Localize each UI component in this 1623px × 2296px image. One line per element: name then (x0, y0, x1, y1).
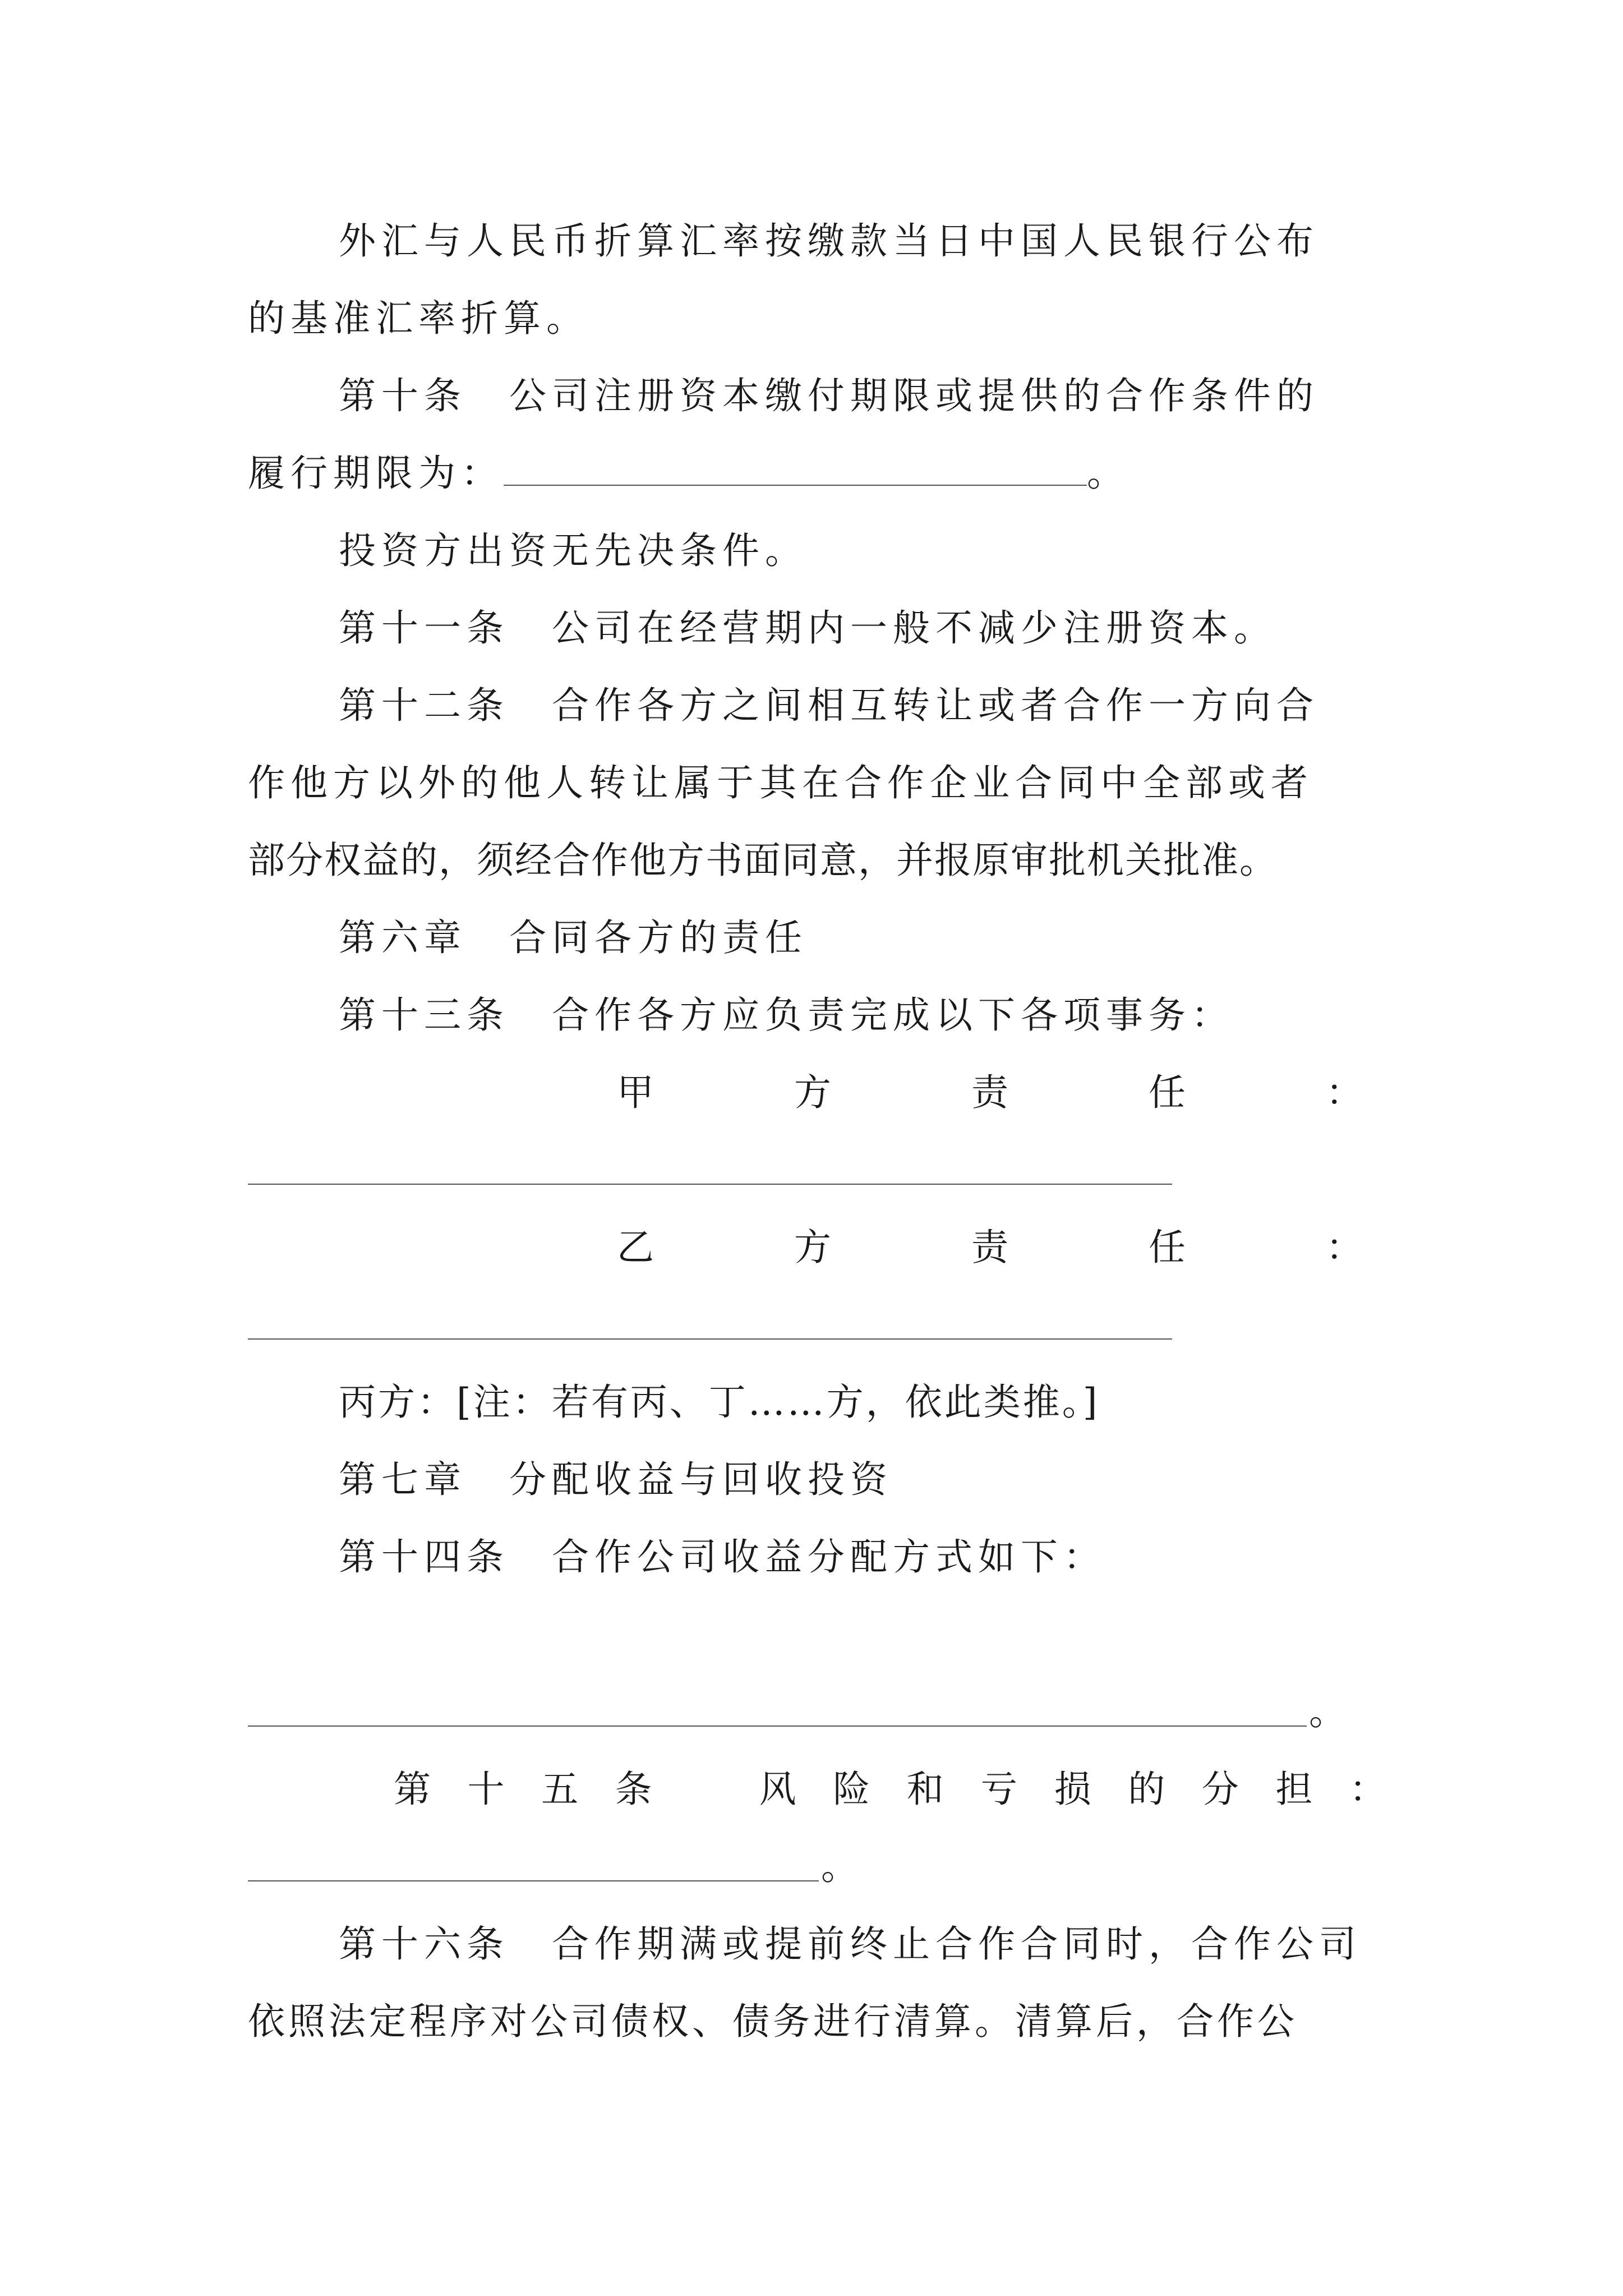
article-16-line: 第十六条 合作期满或提前终止合作合同时，合作公司 (339, 1922, 1362, 1966)
fill-in-blank[interactable] (248, 1880, 819, 1881)
paragraph-line: 部分权益的，须经合作他方书面同意，并报原审批机关批准。 (248, 839, 1278, 882)
fill-in-blank[interactable] (504, 455, 1087, 486)
label-char: 方 (794, 1071, 831, 1114)
fill-in-blank[interactable] (248, 1338, 1172, 1340)
label-char: 五 (541, 1768, 579, 1811)
term-label: 履行期限为： (248, 452, 504, 495)
label-char: 担 (1275, 1768, 1313, 1811)
label-char: 任 (1149, 1071, 1186, 1114)
label-char: 甲 (617, 1071, 654, 1114)
party-c-note: 丙方：[注：若有丙、丁……方，依此类推。] (339, 1381, 1100, 1424)
label-char: 任 (1149, 1226, 1186, 1269)
label-char: 亏 (980, 1768, 1018, 1811)
label-char: 条 (615, 1768, 652, 1811)
label-char: 第 (394, 1768, 431, 1811)
article-15-line (394, 1767, 1386, 1812)
label-char: 分 (1201, 1768, 1239, 1811)
label-char: ： (1326, 1071, 1363, 1114)
label-char: 险 (833, 1768, 870, 1811)
label-char: ： (1349, 1768, 1386, 1811)
article-12-line: 第十二条 合作各方之间相互转让或者合作一方向合 (339, 684, 1319, 727)
fill-in-blank[interactable] (248, 1184, 1172, 1185)
party-a-responsibility-label (617, 1070, 1363, 1115)
label-char: 的 (1128, 1768, 1165, 1811)
period-mark: 。 (1087, 452, 1129, 495)
period-mark: 。 (1309, 1690, 1346, 1733)
paragraph-line: 的基准汇率折算。 (248, 297, 589, 340)
label-char: 损 (1054, 1768, 1091, 1811)
period-mark: 。 (821, 1845, 858, 1888)
paragraph-line: 投资方出资无先决条件。 (339, 529, 808, 572)
label-char: 和 (906, 1768, 944, 1811)
chapter-6-heading: 第六章 合同各方的责任 (339, 916, 808, 959)
article-13-line: 第十三条 合作各方应负责完成以下各项事务： (339, 993, 1234, 1037)
paragraph-line: 外汇与人民币折算汇率按缴款当日中国人民银行公布 (339, 219, 1319, 263)
party-b-responsibility-label (617, 1225, 1363, 1270)
article-10-line: 第十条 公司注册资本缴付期限或提供的合作条件的 (339, 374, 1319, 417)
chapter-7-heading: 第七章 分配收益与回收投资 (339, 1458, 893, 1501)
label-char: 乙 (617, 1226, 654, 1269)
label-char: 风 (759, 1768, 796, 1811)
label-char: 责 (971, 1071, 1008, 1114)
label-char: ： (1326, 1226, 1363, 1269)
label-char: 方 (794, 1226, 831, 1269)
article-14-line: 第十四条 合作公司收益分配方式如下： (339, 1535, 1106, 1579)
article-11-line: 第十一条 公司在经营期内一般不减少注册资本。 (339, 606, 1276, 650)
label-char: 十 (467, 1768, 505, 1811)
label-char: 责 (971, 1226, 1008, 1269)
article-10-continuation (248, 451, 1392, 496)
fill-in-blank[interactable] (248, 1726, 1307, 1727)
paragraph-line: 依照法定程序对公司债权、债务进行清算。清算后，合作公 (248, 2000, 1298, 2043)
paragraph-line: 作他方以外的他人转让属于其在合作企业合同中全部或者 (248, 761, 1313, 804)
